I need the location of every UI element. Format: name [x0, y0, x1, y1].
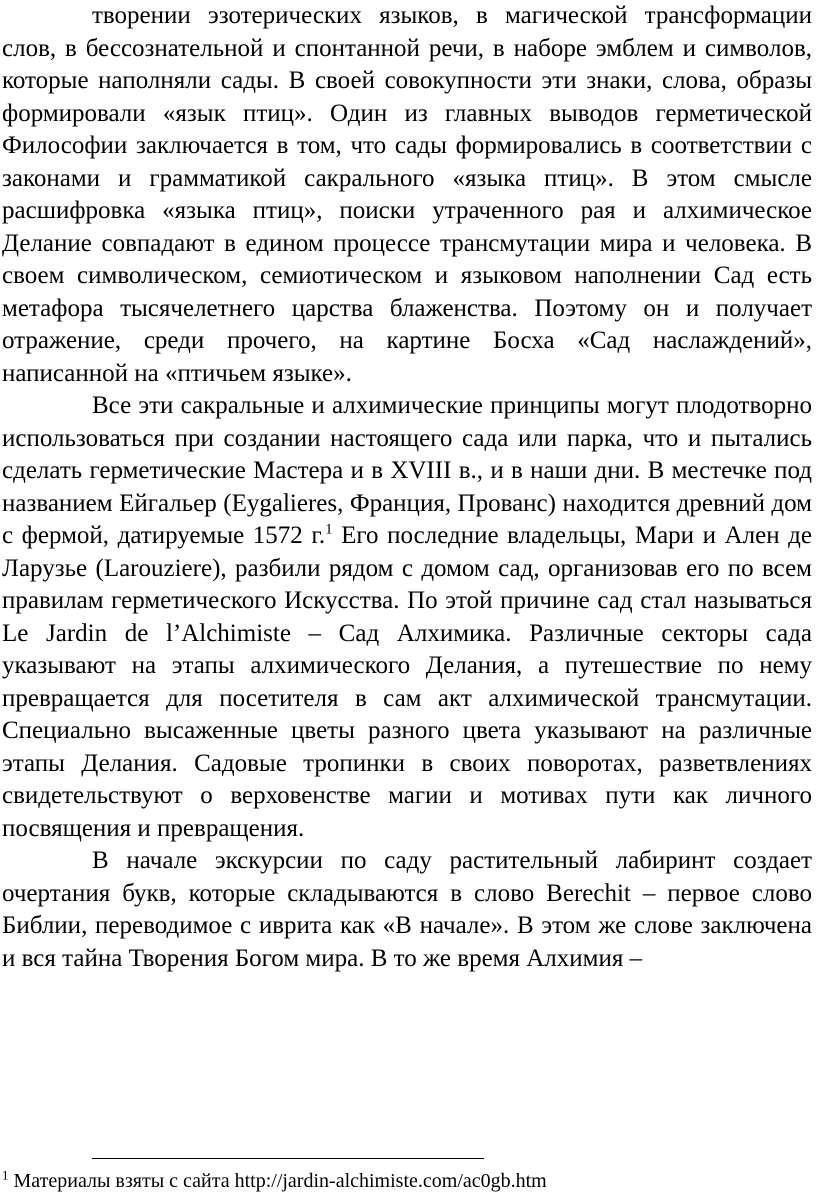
paragraph-3: В начале экскурсии по саду растительный лабиринт создает очертания букв, которые складываются в слово Berechit – первое слово Библии, переводимое с иврита как «В начале». В этом же слове заключена и вся тайна Творения Богом мира. В то же время Алхимия –: [2, 847, 812, 972]
footnote: [2, 1168, 802, 1194]
footnote-divider: [92, 1158, 484, 1159]
paragraph-2: [2, 390, 812, 845]
paragraph-1: творении эзотерических языков, в магической трансформации слов, в бессознательной и спонтанной речи, в наборе эмблем и символов, которые наполняли сады. В своей совокупности эти знаки, слова, образы формировали «язык птиц». Один из главных выводов герметической Философии заключается в том, что сады формировались в соответствии с законами и грамматикой сакрального «языка птиц». В этом смысле расшифровка «языка птиц», поиски утраченного рая и алхимическое Делание совпадают в едином процессе трансмутации мира и человека. В своем символическом, семиотическом и языковом наполнении Сад есть метафора тысячелетнего царства блаженства. Поэтому он и получает отражение, среди прочего, на картине Босха «Сад наслаждений», написанной на «птичьем языке».: [2, 2, 812, 387]
footnote-text: Материалы взяты с сайта http://jardin-alchimiste.com/ac0gb.htm: [8, 1170, 547, 1192]
paragraph-2-text-after-ref: Его последние владельцы, Мари и Ален де Ларузье (Larouziere), разбили рядом с домом сад, организовав его по всем правилам герметического Искусства. По этой причине сад стал называться Le Jardin de l’Alchimiste – Сад Алхимика. Различные секторы сада указывают на этапы алхимического Делания, а путешествие по нему превращается для посетителя в сам акт алхимической трансмутации. Специально высаженные цветы разного цвета указывают на различные этапы Делания. Садовые тропинки в своих поворотах, разветвлениях свидетельствуют о верховенстве магии и мотивах пути как личного посвящения и превращения.: [2, 522, 812, 842]
paragraph-2-text-before-ref: Все эти сакральные и алхимические принципы могут плодотворно использоваться при создании настоящего сада или парка, что и пытались сделать герметические Мастера и в XVIII в., и в наши дни. В местечке под названием Ейгальер (Eygalieres, Франция, Прованс) находится древний дом с фермой, датируемые 1572 г.: [2, 392, 812, 549]
footnote-marker: 1: [2, 1167, 9, 1183]
body-text: [2, 0, 812, 975]
footnote-reference: 1: [325, 521, 333, 538]
